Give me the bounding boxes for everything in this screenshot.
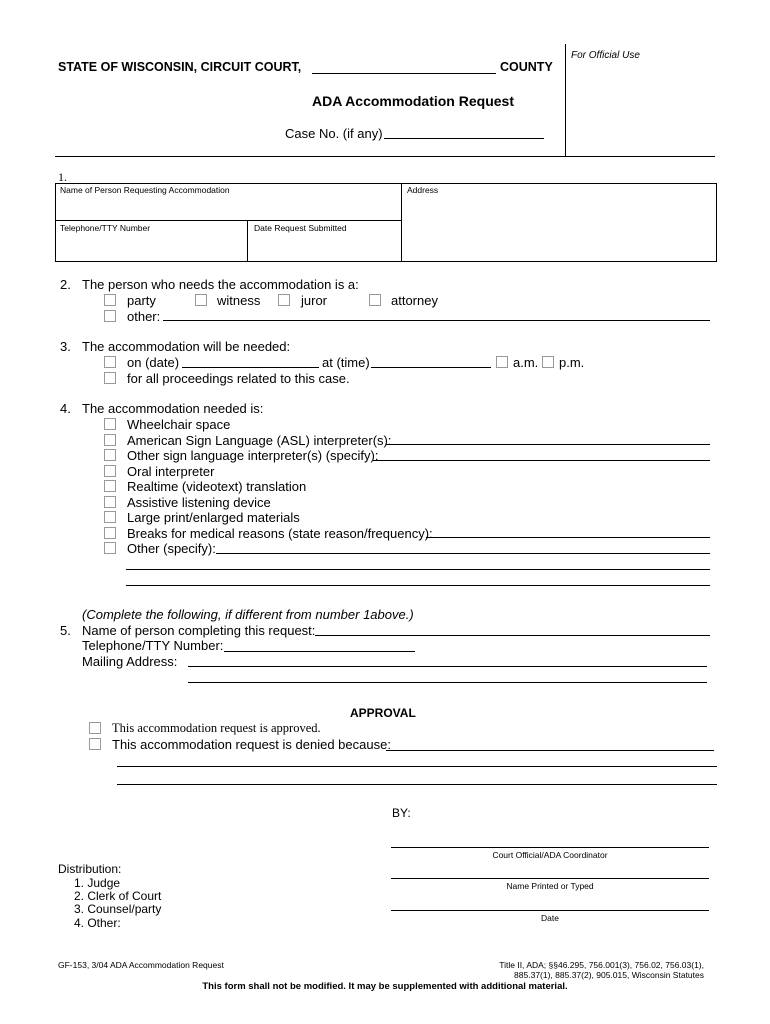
phone-field[interactable]: Telephone/TTY Number (60, 223, 151, 233)
date-field[interactable] (182, 367, 319, 368)
am-label: a.m. (513, 355, 539, 370)
wheelchair-label: Wheelchair space (127, 417, 231, 432)
table-row-divider (55, 220, 401, 221)
witness-label: witness (217, 293, 261, 308)
denied-label: This accommodation request is denied because: (112, 737, 391, 752)
header-divider (55, 156, 715, 157)
form-id: GF-153, 3/04 ADA Accommodation Request (58, 960, 224, 970)
distribution-title: Distribution: (58, 862, 122, 876)
asl-checkbox[interactable] (104, 434, 116, 446)
table-divider (401, 183, 402, 262)
time-field[interactable] (371, 367, 491, 368)
denial-reason-field-line-2[interactable] (117, 766, 717, 767)
other-role-label: other: (127, 309, 161, 324)
section-3-question: The accommodation will be needed: (82, 339, 291, 354)
attorney-label: attorney (391, 293, 438, 308)
form-title: ADA Accommodation Request (312, 93, 514, 109)
section-2-question: The person who needs the accommodation is a: (82, 277, 359, 292)
pm-label: p.m. (559, 355, 585, 370)
medical-breaks-checkbox[interactable] (104, 527, 116, 539)
juror-label: juror (301, 293, 328, 308)
asl-field[interactable] (386, 444, 710, 445)
party-checkbox[interactable] (104, 294, 116, 306)
oral-interpreter-label: Oral interpreter (127, 464, 215, 479)
address-field[interactable]: Address (407, 185, 439, 195)
county-name-field[interactable] (312, 73, 496, 74)
footer-notice: This form shall not be modified. It may be supplemented with additional material. (202, 981, 568, 992)
listening-device-label: Assistive listening device (127, 495, 271, 510)
case-no-field[interactable] (384, 138, 544, 139)
official-use-divider (565, 44, 566, 156)
official-use-label: For Official Use (571, 50, 640, 61)
completer-name-field[interactable] (315, 635, 710, 636)
case-no-label: Case No. (if any) (285, 126, 383, 141)
realtime-label: Realtime (videotext) translation (127, 479, 307, 494)
requester-name-field[interactable]: Name of Person Requesting Accommodation (60, 185, 230, 195)
other-accommodation-field[interactable] (216, 553, 710, 554)
official-signature-label: Court Official/ADA Coordinator (492, 850, 608, 860)
other-accommodation-field-line-3[interactable] (126, 585, 710, 586)
printed-name-label: Name Printed or Typed (506, 881, 594, 891)
section-1-number: 1. (58, 170, 67, 184)
section-4-question: The accommodation needed is: (82, 401, 264, 416)
printed-name-field[interactable] (391, 878, 709, 879)
large-print-checkbox[interactable] (104, 511, 116, 523)
denied-checkbox[interactable] (89, 738, 101, 750)
witness-checkbox[interactable] (195, 294, 207, 306)
completer-phone-field[interactable] (224, 651, 415, 652)
juror-checkbox[interactable] (278, 294, 290, 306)
mailing-address-field[interactable] (188, 666, 707, 667)
other-role-checkbox[interactable] (104, 310, 116, 322)
statutes-line-2: 885.37(1), 885.37(2), 905.015, Wisconsin Statutes (514, 970, 704, 980)
official-signature-field[interactable] (391, 847, 709, 848)
on-date-label: on (date) (127, 355, 180, 370)
party-label: party (127, 293, 156, 308)
statutes-line-1: Title II, ADA; §§46.295, 756.001(3), 756.02, 756.03(1), (499, 960, 704, 970)
wheelchair-checkbox[interactable] (104, 418, 116, 430)
on-date-checkbox[interactable] (104, 356, 116, 368)
am-checkbox[interactable] (496, 356, 508, 368)
county-label: COUNTY (500, 60, 553, 74)
large-print-label: Large print/enlarged materials (127, 510, 300, 525)
completer-phone-label: Telephone/TTY Number: (82, 638, 224, 653)
state-court-label: STATE OF WISCONSIN, CIRCUIT COURT, (58, 60, 302, 74)
mailing-address-field-line-2[interactable] (188, 682, 707, 683)
attorney-checkbox[interactable] (369, 294, 381, 306)
distribution-item: 1. Judge (74, 876, 121, 890)
distribution-item: 2. Clerk of Court (74, 889, 162, 903)
denial-reason-field[interactable] (386, 750, 714, 751)
all-proceedings-label: for all proceedings related to this case. (127, 371, 350, 386)
other-role-field[interactable] (163, 320, 710, 321)
approved-label: This accommodation request is approved. (112, 721, 321, 735)
listening-device-checkbox[interactable] (104, 496, 116, 508)
other-accommodation-field-line-2[interactable] (126, 569, 710, 570)
medical-breaks-label: Breaks for medical reasons (state reason/frequency): (127, 526, 433, 541)
section-3-number: 3. (60, 339, 71, 354)
section-5-number: 5. (60, 623, 71, 638)
by-label: BY: (392, 806, 411, 820)
distribution-item: 4. Other: (74, 916, 121, 930)
table-divider (247, 220, 248, 262)
approval-date-label: Date (541, 913, 559, 923)
other-sign-checkbox[interactable] (104, 449, 116, 461)
other-sign-field[interactable] (373, 460, 710, 461)
approval-date-field[interactable] (391, 910, 709, 911)
section-4-number: 4. (60, 401, 71, 416)
mailing-address-label: Mailing Address: (82, 654, 178, 669)
approved-checkbox[interactable] (89, 722, 101, 734)
date-submitted-field[interactable]: Date Request Submitted (254, 223, 347, 233)
medical-breaks-field[interactable] (426, 537, 710, 538)
realtime-checkbox[interactable] (104, 480, 116, 492)
approval-title: APPROVAL (350, 706, 416, 720)
all-proceedings-checkbox[interactable] (104, 372, 116, 384)
pm-checkbox[interactable] (542, 356, 554, 368)
section-2-number: 2. (60, 277, 71, 292)
denial-reason-field-line-3[interactable] (117, 784, 717, 785)
completer-name-label: Name of person completing this request: (82, 623, 316, 638)
at-time-label: at (time) (322, 355, 370, 370)
other-accommodation-checkbox[interactable] (104, 542, 116, 554)
distribution-item: 3. Counsel/party (74, 902, 162, 916)
asl-label: American Sign Language (ASL) interpreter(s): (127, 433, 392, 448)
oral-interpreter-checkbox[interactable] (104, 465, 116, 477)
section-5-note: (Complete the following, if different from number 1above.) (82, 607, 414, 622)
other-sign-label: Other sign language interpreter(s) (specify): (127, 448, 379, 463)
other-accommodation-label: Other (specify): (127, 541, 216, 556)
